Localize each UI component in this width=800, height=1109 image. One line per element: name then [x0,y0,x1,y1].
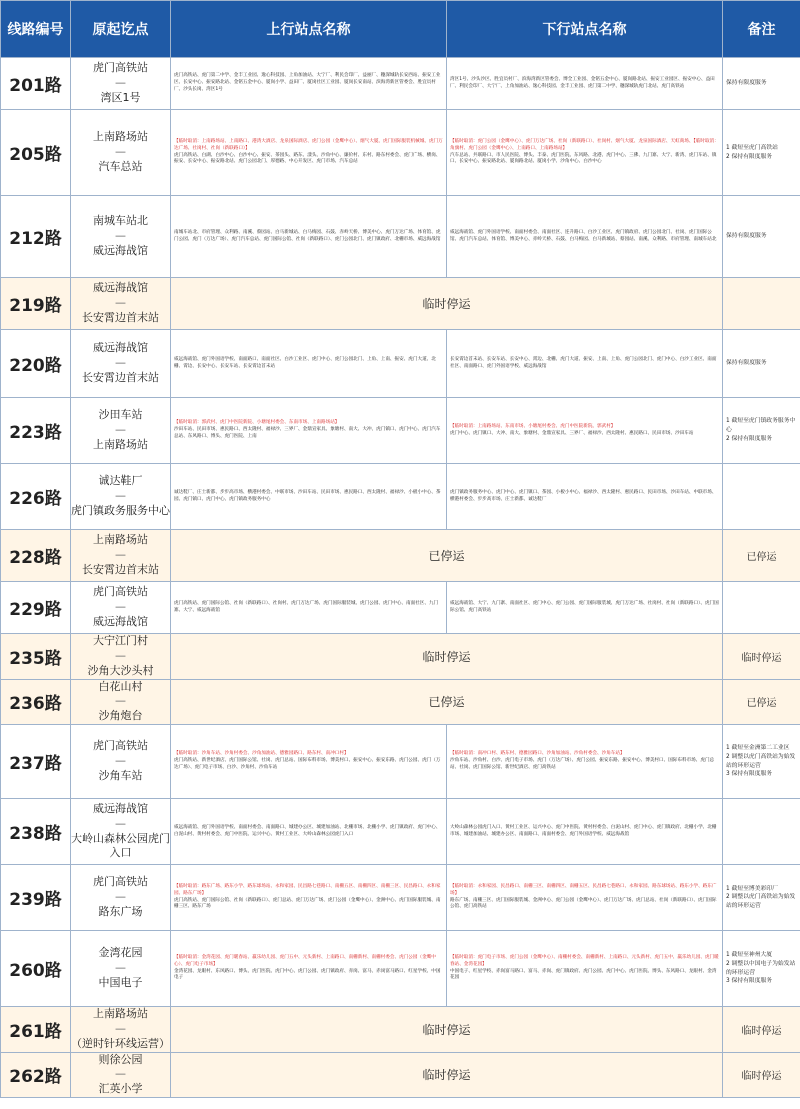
route-start: 虎门高铁站 [93,739,148,753]
route-separator: — [115,816,126,830]
route-separator: — [115,356,126,370]
route-end: 长安霄边首末站 [82,310,159,324]
route-start: 大宁江门村 [93,634,148,647]
down-cancelled-stops: 【临时取消：南冲口村、路东村、德雅园路口、沙角加油站、沙角村委会、沙角车站】 [450,751,625,757]
up-stop-list: 威远海战馆、虎门外国语学校、南面村委会、南面路口、城建办公区、城建加油站、北栅市场、北栅小学、虎门镇政府、虎门中心、白泥山村、黄村村委会、虎门中医院、运兴中心、黄村工业区、大岭山森林公园虎门入口 [174,824,441,837]
route-terminals [71,582,171,634]
remark-line: 保持有限度服务 [726,233,767,240]
route-number: 237路 [1,725,71,799]
route-end: 威远海战馆 [93,243,148,257]
table-row [1,931,800,1007]
down-stops [447,931,723,1007]
route-terminals [71,278,171,330]
up-cancelled-stops: 【临时取消：郭武村、虎门中医院新院、小塘尾村委会、东南市场、上南路场站】 [174,420,340,426]
up-stop-list: 虎门高铁站、新世纪酒店、虎门国际公馆、社岗、虎门总站、国际布料市场、博美村口、振安中心、振安东路、虎门公园、虎门（万达广场）、虎门电子市场、白沙、沙角村、沙角车站 [174,758,441,770]
route-remark [723,398,800,464]
up-stops [171,799,447,865]
route-status: 临时停运 [171,1052,723,1098]
down-cancelled-stops: 【临时取消：虎门电子市场、虎门公园（金鹰中心）、南栅村委会、南栅新村、上南路口、元头新村、虎门五中、赢乐幼儿园、虎门暖春站、金湾花园】 [450,954,719,967]
route-status: 临时停运 [171,1007,723,1053]
route-terminals [71,464,171,530]
route-separator: — [115,423,126,437]
up-stop-list: 金湾花园、龙眼村、东风路口、博头、虎门医院、虎门中心、虎门公园、虎门镇政府、赤岗、富马、赤岗富马路口、红星学校、中国电子 [174,968,441,981]
route-terminals [71,679,171,725]
up-cancelled-stops: 【临时取消：路东广场、路东小学、路东球场站、永和家园、民昌路七巷路口、南栅五区、南栅四区、南栅三区、民昌路口、永和家园、路东广场】 [174,883,441,896]
header-remarks: 备注 [723,1,800,58]
down-stops [447,464,723,530]
route-remark [723,330,800,398]
route-terminals [71,799,171,865]
route-start: 威远海战馆 [93,281,148,295]
up-cancelled-stops: 【临时取消：金湾花园、虎门暖春站、赢乐幼儿园、虎门五中、元头新村、上南路口、南栅新村、南栅村委会、虎门公园（金鹰中心）、虎门电子市场】 [174,954,436,967]
route-start: 虎门高铁站 [93,61,148,75]
route-start: 虎门高铁站 [93,585,148,599]
route-terminals [71,398,171,464]
down-stops [447,398,723,464]
up-stop-list: 沙田车站、民田市场、惠民路口、西太隆村、福禄沙、三界厂、金鼎宣家具、象塘村、南大、大冲、虎门镇口、虎门中心、虎门汽车总站、东风路口、博头、虎门医院、上南 [174,427,441,439]
route-number: 226路 [1,464,71,530]
down-stop-list: 中国电子、红星学校、赤岗富马路口、富马、赤岗、虎门镇政府、虎门公园、虎门中心、虎门医院、博头、东风路口、龙眼村、金湾花园 [450,968,717,981]
route-separator: — [115,229,126,243]
remark-line: 1 截短至金洲第二工业区 [726,745,790,752]
down-stops [447,725,723,799]
remark-line: 1 截短至虎门镇政务服务中心 [726,418,796,434]
route-separator: — [115,961,126,975]
route-remark [723,865,800,931]
table-row [1,398,800,464]
table-row [1,1052,800,1098]
route-remark [723,278,800,330]
route-remark [723,196,800,278]
up-stops [171,582,447,634]
route-end: 大岭山森林公园虎门入口 [71,831,170,860]
down-stop-list: 湾区1号、沙头沙区、胜宜员村厂、滨海湾新区管委会、博全工业园、金铭五金中心、厦岗路北站、振安工业园区、振安中心、益田厂、利民会印厂、大宁厂、上角加油站、逸心科技园、金丰工业园、虎门第二中学、穗深城轨虎门北站、虎门高铁站 [450,76,715,89]
route-end: 湾区1号 [100,90,141,104]
table-row [1,679,800,725]
route-terminals [71,1052,171,1098]
route-remark: 临时停运 [723,1052,800,1098]
route-number: 238路 [1,799,71,865]
down-stops [447,799,723,865]
route-start: 威远海战馆 [93,341,148,355]
route-remark: 临时停运 [723,634,800,680]
route-end: 汽车总站 [98,159,143,173]
route-number: 236路 [1,679,71,725]
route-separator: — [115,648,126,662]
remark-line: 2 保持有限度服务 [726,153,773,160]
route-terminals [71,530,171,582]
route-remark [723,110,800,196]
up-stops [171,398,447,464]
route-terminals [71,110,171,196]
remark-line: 3 保持有限度服务 [726,978,773,985]
table-row [1,464,800,530]
down-stop-list: 路东广场、南栅三区、虎门国际服装城、金洲中心、虎门公园（金鹰中心）、虎门万达广场、虎门总站、社岗（新联路口）、虎门国际公馆、虎门高铁站 [450,897,717,910]
down-stops [447,582,723,634]
remark-line: 2 调整以虎门高铁站为始发站的环形运营 [726,753,796,769]
route-number: 262路 [1,1052,71,1098]
up-stop-list: 虎门高铁站、虎门第二中学、金丰工业园、逸心科技园、上角加油站、大宁厂、利民会印厂、益丽厂、穗深城轨长安西站、振安工业区、长安中心、振安路北站、金铭五金中心、厦岗小学、益田厂、厦岗社区工业园、厦岗长安南站、滨海湾新区管委会、胜宜员村厂、沙头长岗、湾区1号 [174,73,441,92]
route-remark [723,931,800,1007]
header-route-no: 线路编号 [1,1,71,58]
route-terminals [71,865,171,931]
table-header-row [1,1,800,58]
route-remark [723,464,800,530]
route-number: 205路 [1,110,71,196]
route-terminals [71,58,171,110]
remark-line: 保持有限度服务 [726,80,767,87]
up-stops [171,58,447,110]
route-start: 上南路场站 [93,130,148,144]
route-terminals [71,330,171,398]
route-remark [723,582,800,634]
remark-line: 3 保持有限度服务 [726,771,773,778]
header-down-stops: 下行站点名称 [447,1,723,58]
table-row [1,865,800,931]
route-status: 临时停运 [171,634,723,680]
route-separator: — [115,754,126,768]
route-end: 沙角炮台 [98,709,143,723]
route-start: 诚达鞋厂 [98,474,143,488]
route-end: 长安霄边首末站 [82,370,159,384]
route-number: 239路 [1,865,71,931]
route-terminals [71,1007,171,1053]
up-stops [171,196,447,278]
down-stop-list: 威远海战馆、虎门外国语学校、南面村委会、南面社区、连升路口、白沙工业区、虎门镇政府、虎门公园北门、社岗、虎门国际公馆、虎门汽车总站、体育馆、博美中心、赤岭天桥、石鼓、白马梅园、白马新城站、蔡园站、南溪、众利路、市府管理、南城车站北 [450,229,717,242]
header-up-stops: 上行站点名称 [171,1,447,58]
up-stop-list: 诚达鞋厂、庄士新都、步步高市场、横港村委会、中联市场、沙田车站、民田市场、惠民路口、西太隆村、福禄沙、小板小中心、茶园、虎门镇口、虎门中心、虎门镇政务服务中心 [174,489,441,502]
down-stop-list: 长安霄边首末站、长安车站、长安中心、霄边、北栅、虎门大道、振安、上南、上角、虎门公园北门、虎门中心、白沙工业区、南面社区、南面路口、虎门外国语学校、威远海战馆 [450,356,717,369]
route-terminals [71,634,171,680]
route-end: 上南路场站 [93,437,148,451]
route-remark [723,58,800,110]
route-end: 威远海战馆 [93,614,148,628]
up-stop-list: 虎门高铁站、虎门国际公馆、社岗（新联路口）、社岗村、虎门万达广场、虎门国际服装城、虎门公园、虎门中心、南面社区、九门寨、大宁、威远海战馆 [174,600,439,613]
route-separator: — [115,890,126,904]
up-stops [171,931,447,1007]
route-number: 229路 [1,582,71,634]
route-separator: — [115,1021,126,1035]
route-start: 上南路场站 [93,1007,148,1021]
route-status: 临时停运 [171,278,723,330]
route-end: 长安霄边首末站 [82,562,159,576]
route-separator: — [115,76,126,90]
remark-line: 1 截短至神州大厦 [726,952,773,959]
route-terminals [71,725,171,799]
route-number: 219路 [1,278,71,330]
remark-line: 1 截短至博美彩印厂 [726,885,778,892]
route-separator: — [115,145,126,159]
route-start: 威远海战馆 [93,801,148,815]
table-row [1,582,800,634]
route-number: 223路 [1,398,71,464]
down-cancelled-stops: 【临时取消：上南路场站、东南市场、小塘尾村委会、虎门中医院新院、郭武村】 [450,423,616,429]
route-remark [723,725,800,799]
down-stop-list: 威远海战馆、大宁、九门寨、南面社区、虎门中心、虎门公园、虎门国际服装城、虎门万达广场、社岗村、社岗（新联路口）、虎门国际公馆、虎门高铁站 [450,600,719,613]
down-stops [447,330,723,398]
route-separator: — [115,548,126,562]
up-stop-list: 南城车站北、市府管理、众利路、南溪、蔡园站、白马新城站、白马梅园、石鼓、赤岭天桥、博美中心、虎门万达广场、体育馆、虎门公园、虎门（万达广场）、虎门汽车总站、虎门国际公馆、社岗（新联路口）、虎门公园北门、虎门镇政府、北栅市场、威远海战馆 [174,229,441,242]
route-separator: — [115,600,126,614]
remark-line: 2 调整以虎门高铁站为始发站的环形运营 [726,894,796,909]
up-cancelled-stops: 【临时取消：沙角车站、沙角村委会、沙角加油站、德雅园路口、路东村、南冲口村】 [174,751,349,757]
remark-line: 保持有限度服务 [726,360,767,367]
route-start: 虎门高铁站 [93,875,148,889]
remark-line: 2 调整以中国电子为始发站的环形运营 [726,960,796,976]
table-row [1,1007,800,1053]
route-terminals [71,196,171,278]
down-cancelled-stops: 【临时取消：虎门公园（金鹰中心）、虎门万达广场、社岗（新联路口）、社岗村、烟气大厦、龙泉国际酒店、天虹商场、【临时取消：角旗村、虎门公园（金鹰中心）、上南路口、上南路场站】 [450,138,719,151]
table-row [1,58,800,110]
route-separator: — [115,296,126,310]
down-cancelled-stops: 【临时取消：永和家园、民昌路口、南栅三区、南栅四区、南栅五区、民昌路七巷路口、永和家园、路东球场站、路东小学、路东广场】 [450,883,717,896]
remark-line: 2 保持有限度服务 [726,435,773,442]
down-stop-list: 大岭山森林公园虎门入口、黄村工业区、运兴中心、虎门中医院、黄村村委会、白泥山村、虎门中心、虎门镇政府、北栅小学、北栅市场、城建加油站、城建办公区、南面路口、南面村委会、虎门外国语学校、威远海战馆 [450,824,717,837]
route-number: 220路 [1,330,71,398]
down-stops [447,865,723,931]
down-stop-list: 汽车总站、共联路口、市人民医院、博头、丰泰、虎门医院、东风路、北港、虎门中心、三佛、九门寨、大宁、新湾、虎门车站、镇口、长安中心、振安路北站、厦岗路北站、厦岗小学、沙角中心、白沙中心 [450,152,717,165]
down-stops [447,58,723,110]
route-start: 沙田车站 [98,408,143,422]
route-status: 已停运 [171,530,723,582]
route-end: 路东广场 [98,904,143,918]
down-stop-list: 虎门镇政务服务中心、虎门中心、虎门镇口、茶园、小板小中心、福禄沙、西太隆村、惠民路口、民田市场、沙田车站、中联市场、横港村委会、步步高市场、庄士新都、诚达鞋厂 [450,489,717,502]
table-row [1,330,800,398]
route-separator: — [115,694,126,708]
route-terminals [71,931,171,1007]
down-stops [447,110,723,196]
route-remark [723,799,800,865]
route-start: 金湾花园 [98,946,143,960]
table-row [1,110,800,196]
route-end: 沙角大沙头村 [87,663,154,677]
table-row [1,278,800,330]
route-number: 235路 [1,634,71,680]
down-stops [447,196,723,278]
route-start: 白花山村 [98,679,143,693]
route-status: 已停运 [171,679,723,725]
route-start: 则徐公园 [98,1052,143,1066]
up-stops [171,110,447,196]
route-number: 260路 [1,931,71,1007]
route-number: 212路 [1,196,71,278]
remark-line: 1 截短至虎门高铁站 [726,144,778,151]
route-start: 南城车站北 [93,214,148,228]
route-end: 沙角车站 [98,768,143,782]
up-stops [171,725,447,799]
route-remark: 已停运 [723,679,800,725]
up-stop-list: 虎门高铁站、白湖、白沙中心、白沙中心、振安、茶园头、路东、漾头、沙角中心、廉价村、东村、路东村委会、虎门广场、横岗、振安、长安中心、振安路北站、虎门公园北门、厚德路、中心开发区、虎门市场、汽车总站 [174,152,441,165]
table-row [1,725,800,799]
route-number: 261路 [1,1007,71,1053]
up-cancelled-stops: 【临时取消：上南路场站、上南路口、港湾大酒店、龙泉国际酒店、虎门公园（金鹰中心）、烟气大厦、虎门国际服装机械城、虎门万达广场、社岗村、社岗（新联路口）】 [174,138,443,151]
table-row [1,196,800,278]
down-stop-list: 虎门中心、虎门镇口、大冲、南大、象塘村、金鼎宣家具、三界厂、福禄沙、西太隆村、惠民路口、民田市场、沙田车站 [450,430,694,436]
route-number: 228路 [1,530,71,582]
route-end: 中国电子 [98,975,143,989]
route-start: 上南路场站 [93,533,148,547]
up-stop-list: 虎门高铁站、虎门国际公馆、社岗（新联路口）、虎门总站、虎门万达广场、虎门公园（金鹰中心）、金洲中心、虎门国际服装城、南栅三区、路东广场 [174,897,441,910]
route-number: 201路 [1,58,71,110]
table-row [1,634,800,680]
route-end: 虎门镇政务服务中心 [71,503,170,517]
route-end: 汇英小学 [98,1082,143,1096]
up-stops [171,865,447,931]
table-row [1,530,800,582]
route-remark: 临时停运 [723,1007,800,1053]
route-separator: — [115,489,126,503]
down-stop-list: 沙角车站、沙角村、白沙、虎门电子市场、虎门（万达广场）、虎门公园、振安东路、振安中心、博美村口、国际布料市场、虎门总站、社岗、虎门国际公馆、新世纪酒店、虎门高铁站 [450,758,715,770]
route-remark: 已停运 [723,530,800,582]
up-stops [171,330,447,398]
route-separator: — [115,1067,126,1081]
route-end: （逆时针环线运营） [71,1036,170,1050]
up-stop-list: 威远海战馆、虎门外国语学校、南面路口、南面社区、白沙工业区、虎门中心、虎门公园北门、上角、上南、振安、虎门大道、北栅、霄边、长安中心、长安车站、长安霄边首末站 [174,356,436,369]
table-row [1,799,800,865]
up-stops [171,464,447,530]
header-terminals: 原起讫点 [71,1,171,58]
